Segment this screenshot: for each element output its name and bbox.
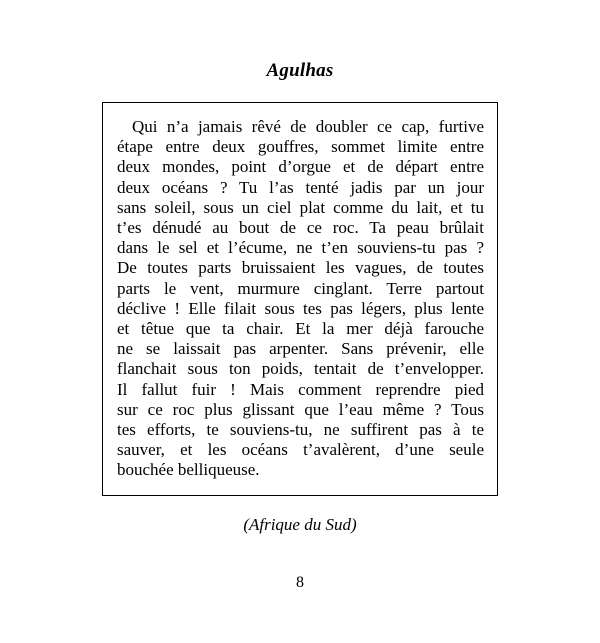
text-line: deux océans ? Tu l’as tenté jadis par un jour	[117, 177, 484, 197]
text-line: bouchée belliqueuse.	[117, 460, 260, 480]
page-number: 8	[296, 574, 304, 591]
text-line: tes efforts, te souviens-tu, ne suffirent pas à te	[117, 420, 484, 440]
text-line: sauver, et les océans t’avalèrent, d’une seule	[117, 440, 484, 460]
text-line: sans soleil, sous un ciel plat comme du lait, et tu	[117, 197, 484, 217]
text-line: et têtue que ta chair. Et la mer déjà farouche	[117, 319, 484, 339]
poem-title: Agulhas	[266, 60, 334, 81]
poem-body	[117, 117, 484, 481]
text-line: deux mondes, point d’orgue et de départ entre	[117, 157, 484, 177]
text-line: ne se laissait pas arpenter. Sans prévenir, elle	[117, 339, 484, 359]
text-line: parts le vent, murmure cinglant. Terre partout	[117, 278, 484, 298]
text-line: t’es dénudé au bout de ce roc. Ta peau brûlait	[117, 218, 484, 238]
text-line: dans le sel et l’écume, ne t’en souviens-tu pas ?	[117, 238, 484, 258]
text-line: Il fallut fuir ! Mais comment reprendre pied	[117, 379, 484, 399]
text-line: De toutes parts bruissaient les vagues, de toutes	[117, 258, 484, 278]
text-line: flanchait sous ton poids, tentait de t’envelopper.	[117, 359, 484, 379]
text-line: déclive ! Elle filait sous tes pas légers, plus lente	[117, 298, 484, 318]
text-line: Qui n’a jamais rêvé de doubler ce cap, furtive	[132, 117, 484, 136]
text-line: étape entre deux gouffres, sommet limite entre	[117, 137, 484, 157]
poem-source: (Afrique du Sud)	[243, 515, 357, 534]
text-line: sur ce roc plus glissant que l’eau même ? Tous	[117, 399, 484, 419]
